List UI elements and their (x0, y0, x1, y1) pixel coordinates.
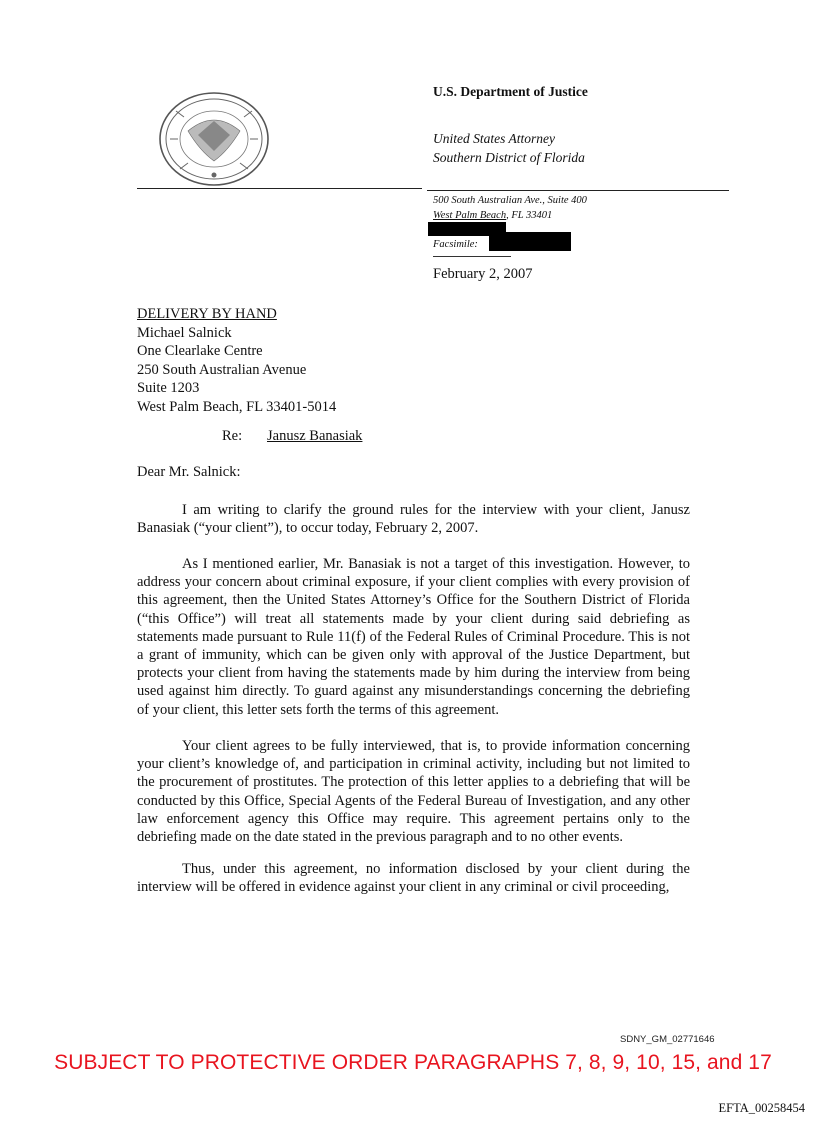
body-paragraph: Your client agrees to be fully interviewed, that is, to provide information concerning your client’s knowledge of, and participation in criminal activity, including but not limited to the procurement of prostitutes. The protection of this letter applies to a debriefing that will be conducted by this Office, Special Agents of the Federal Bureau of Investigation, and any other law enforcement agency this Office may require. This agreement pertains only to the debriefing made on the date stated in the previous paragraph and to no other events. (137, 738, 690, 846)
delivery-method: DELIVERY BY HAND (137, 306, 277, 322)
recipient-address-line: 250 South Australian Avenue (137, 361, 307, 378)
letter-date: February 2, 2007 (433, 266, 533, 282)
doj-seal-icon (158, 91, 270, 187)
fax-underline (433, 256, 511, 257)
recipient-address-line: One Clearlake Centre (137, 343, 263, 360)
re-label: Re: (222, 428, 243, 444)
office-state-zip: , FL 33401 (506, 210, 553, 221)
body-paragraph: I am writing to clarify the ground rules for the interview with your client, Janusz Banasiak (“your client”), to occur today, February 2, 2007. (137, 502, 690, 537)
recipient-address-line: Suite 1203 (137, 380, 200, 397)
protective-order-banner: SUBJECT TO PROTECTIVE ORDER PARAGRAPHS 7, 8, 9, 10, 15, and 17 (54, 1051, 772, 1074)
office-line-2: Southern District of Florida (433, 150, 585, 165)
recipient-block (137, 305, 336, 417)
fax-label: Facsimile: (433, 239, 478, 250)
salutation: Dear Mr. Salnick: (137, 464, 241, 480)
recipient-address-line: West Palm Beach, FL 33401-5014 (137, 398, 337, 415)
letterhead-divider-left (137, 188, 422, 189)
letterhead-divider-right (427, 190, 729, 191)
body-paragraph: Thus, under this agreement, no information disclosed by your client during the interview will be offered in evidence against your client in any criminal or civil proceeding, (137, 861, 690, 896)
office-address-city (433, 210, 552, 221)
office-address-line: 500 South Australian Ave., Suite 400 (433, 195, 587, 206)
body-paragraph: As I mentioned earlier, Mr. Banasiak is not a target of this investigation. However, to address your concern about criminal exposure, if your client complies with every provision of this agreement, then the United States Attorney’s Office for the Southern District of Florida (“this Office”) will treat all statements made by your client during said debriefing as statements made pursuant to Rule 11(f) of the Federal Rules of Criminal Procedure. This is not a grant of immunity, which can be given only with approval of the Justice Department, but protects your client from having the statements made by him during the interview from being used against him directly. To guard against any misunderstandings concerning the debriefing of your client, this letter sets forth the terms of this agreement. (137, 556, 690, 718)
office-line-1: United States Attorney (433, 131, 555, 146)
recipient-name: Michael Salnick (137, 324, 232, 341)
redaction-box (489, 232, 571, 251)
efta-number: EFTA_00258454 (718, 1101, 805, 1115)
re-subject: Janusz Banasiak (267, 428, 363, 444)
office-city: West Palm Beach (433, 210, 507, 221)
agency-name: U.S. Department of Justice (433, 84, 588, 99)
bates-number: SDNY_GM_02771646 (620, 1034, 715, 1045)
